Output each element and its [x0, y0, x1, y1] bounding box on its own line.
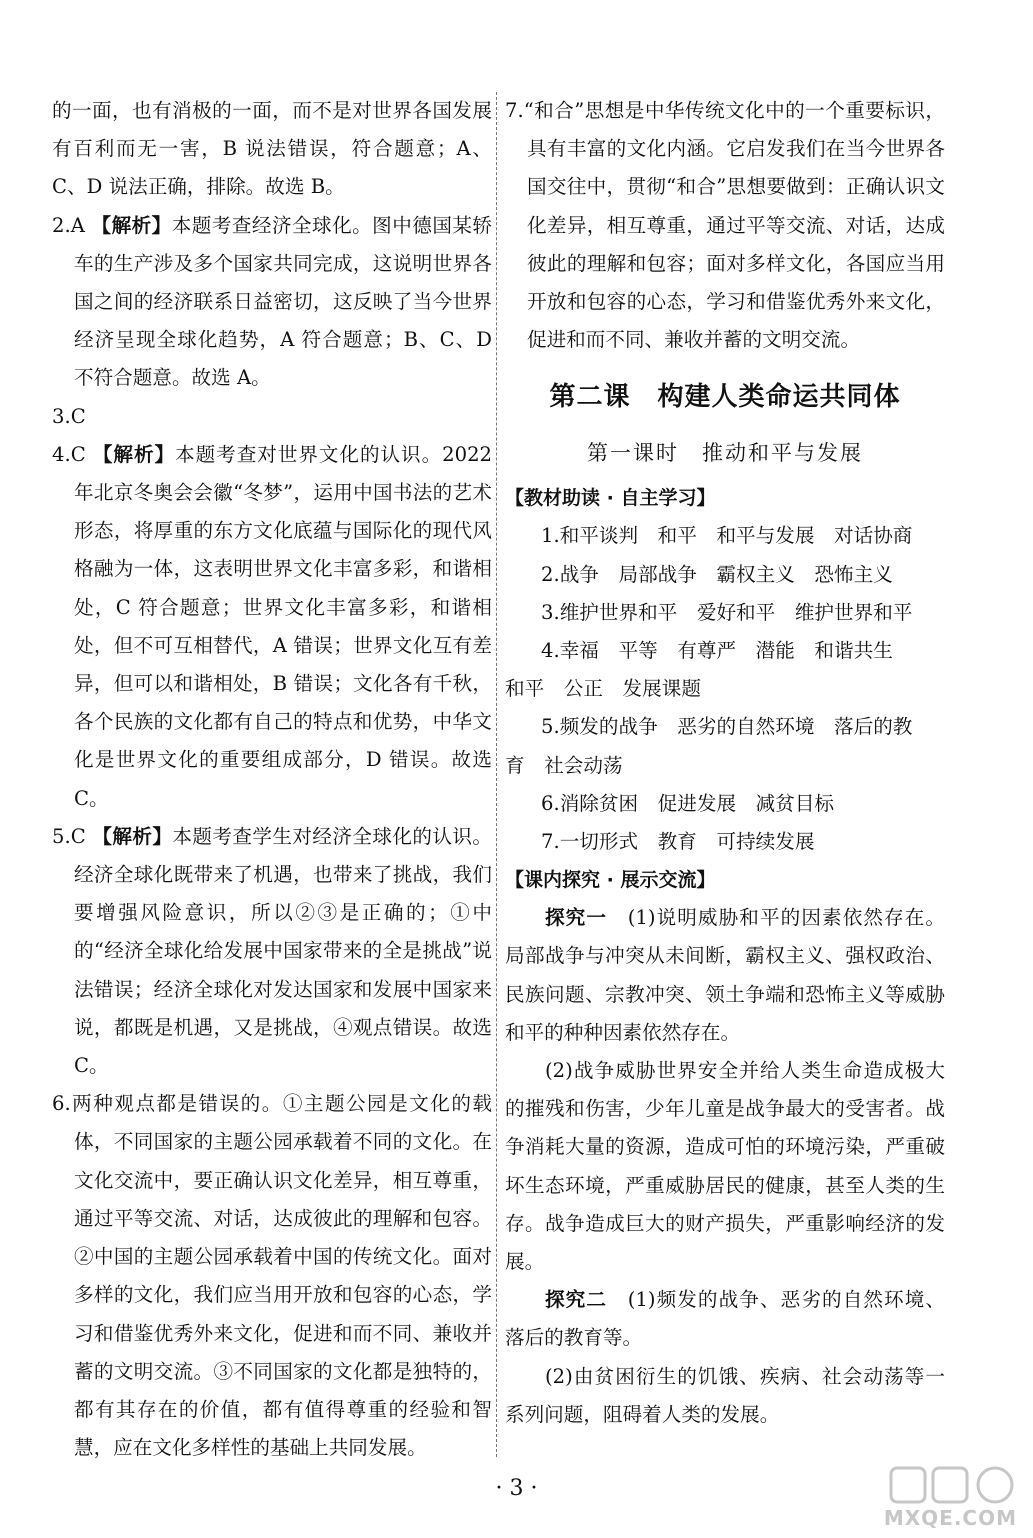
exploration-2-part-2: (2)由贫困衍生的饥饿、疾病、社会动荡等一系列问题，阻碍着人类的发展。: [505, 1364, 945, 1426]
answer-5-text: 本题考查学生对经济全球化的认识。经济全球化既带来了机遇，也带来了挑战，我们要增强风险意识，所以②③是正确的；①中的“经济全球化给发展中国家带来的全是挑战”说法错误；经济全球化对发达国家和发展中国家来说，都既是机遇，又是挑战，④观点错误。故选 C。: [74, 824, 492, 1078]
answer-line: 和平 公正 发展课题: [505, 677, 701, 701]
period-title: 第一课时 推动和平与发展: [587, 441, 863, 466]
page-number: · 3 ·: [495, 1476, 538, 1501]
answer-line: 5.频发的战争 恶劣的自然环境 落后的教: [541, 715, 913, 739]
answer-2-text: 本题考查经济全球化。图中德国某轿车的生产涉及多个国家共同完成，这说明世界各国之间的经济联系日益密切，这反映了当今世界经济呈现全球化趋势，A 符合题意；B、C、D 不符合题意。故选 A。: [74, 213, 493, 390]
answer-line: 4.幸福 平等 有尊严 潜能 和谐共生: [541, 639, 893, 663]
exploration-1: [505, 899, 945, 1052]
lesson-title: 第二课 构建人类命运共同体: [549, 382, 901, 413]
answer-5-number: 5.C: [52, 824, 86, 848]
answer-5: [52, 818, 492, 1085]
exploration-1-part-2: (2)战争威胁世界安全并给人类生命造成极大的摧残和伤害，少年儿童是战争最大的受害者。战争消耗大量的资源，造成可怕的环境污染，严重破坏生态环境，严重威胁居民的健康，甚至人类的生存。战争造成巨大的财产损失，严重影响经济的发展。: [505, 1059, 945, 1274]
analysis-tag: 【解析】: [92, 824, 173, 848]
answer-line: 1.和平谈判 和平 和平与发展 对话协商: [541, 524, 913, 548]
answer-line: 2.战争 局部战争 霸权主义 恐怖主义: [541, 562, 893, 586]
section-heading-exploration: 【课内探究 · 展示交流】: [505, 869, 716, 892]
left-column: [52, 92, 492, 1467]
exploration-1-text: (1)说明威胁和平的因素依然存在。局部战争与冲突从未间断，霸权主义、强权政治、民族问题、宗教冲突、领土争端和恐怖主义等威胁和平的种种因素依然存在。: [505, 906, 946, 1044]
answer-2-number: 2.A: [52, 213, 85, 237]
answer-4: [52, 436, 492, 818]
right-column: [505, 92, 945, 1434]
answer-line: 7.一切形式 教育 可持续发展: [541, 830, 815, 854]
watermark-logo: [877, 1464, 1027, 1534]
answer-line: 育 社会动荡: [505, 753, 623, 777]
answer-line: 3.维护世界和平 爱好和平 维护世界和平: [541, 600, 913, 624]
answer-3: 3.C: [52, 404, 86, 428]
answer-7: 7.“和合”思想是中华传统文化中的一个重要标识，具有丰富的文化内涵。它启发我们在当今世界各国交往中，贯彻“和合”思想要做到：正确认识文化差异，相互尊重，通过平等交流、对话，达成彼此的理解和包容；面对多样文化，各国应当用开放和包容的心态，学习和借鉴优秀外来文化，促进和而不同、兼收并蓄的文明交流。: [505, 99, 945, 352]
answer-line: 6.消除贫困 促进发展 减贫目标: [541, 791, 835, 815]
exploration-2: [505, 1281, 945, 1357]
exploration-2-tag: 探究二: [545, 1288, 608, 1312]
answer-2: [52, 207, 492, 398]
answer-1-continuation: 的一面，也有消极的一面，而不是对世界各国发展有百利而无一害，B 说法错误，符合题意；A、C、D 说法正确，排除。故选 B。: [52, 99, 492, 199]
watermark-text: MXQE.COM: [883, 1506, 1017, 1530]
exploration-2-text: (1)频发的战争、恶劣的自然环境、落后的教育等。: [505, 1288, 946, 1350]
answer-6: 6.两种观点都是错误的。①主题公园是文化的载体，不同国家的主题公园承载着不同的文化。在文化交流中，要正确认识文化差异，相互尊重，通过平等交流、对话，达成彼此的理解和包容。②中国的主题公园承载着中国的传统文化。面对多样的文化，我们应当用开放和包容的心态，学习和借鉴优秀外来文化，促进和而不同、兼收并蓄的文明交流。③不同国家的文化都是独特的，都有其存在的价值，都有值得尊重的经验和智慧，应在文化多样性的基础上共同发展。: [52, 1092, 492, 1460]
answer-4-number: 4.C: [52, 442, 86, 466]
analysis-tag: 【解析】: [91, 213, 172, 237]
column-divider: [496, 92, 497, 1457]
analysis-tag: 【解析】: [92, 442, 176, 466]
exploration-1-tag: 探究一: [545, 906, 608, 930]
section-heading-self-study: 【教材助读 · 自主学习】: [505, 487, 716, 510]
answer-4-text: 本题考查对世界文化的认识。2022 年北京冬奥会会徽“冬梦”，运用中国书法的艺术形态，将厚重的东方文化底蕴与国际化的现代风格融为一体，这表明世界文化丰富多彩，和谐相处，C 符合题意；世界文化丰富多彩，和谐相处，但不可互相替代，A 错误；世界文化互有差异，但可以和谐相处，B 错误；文化各有千秋，各个民族的文化都有自己的特点和优势，中华文化是世界文化的重要组成部分，D 错误。故选 C。: [74, 442, 493, 810]
